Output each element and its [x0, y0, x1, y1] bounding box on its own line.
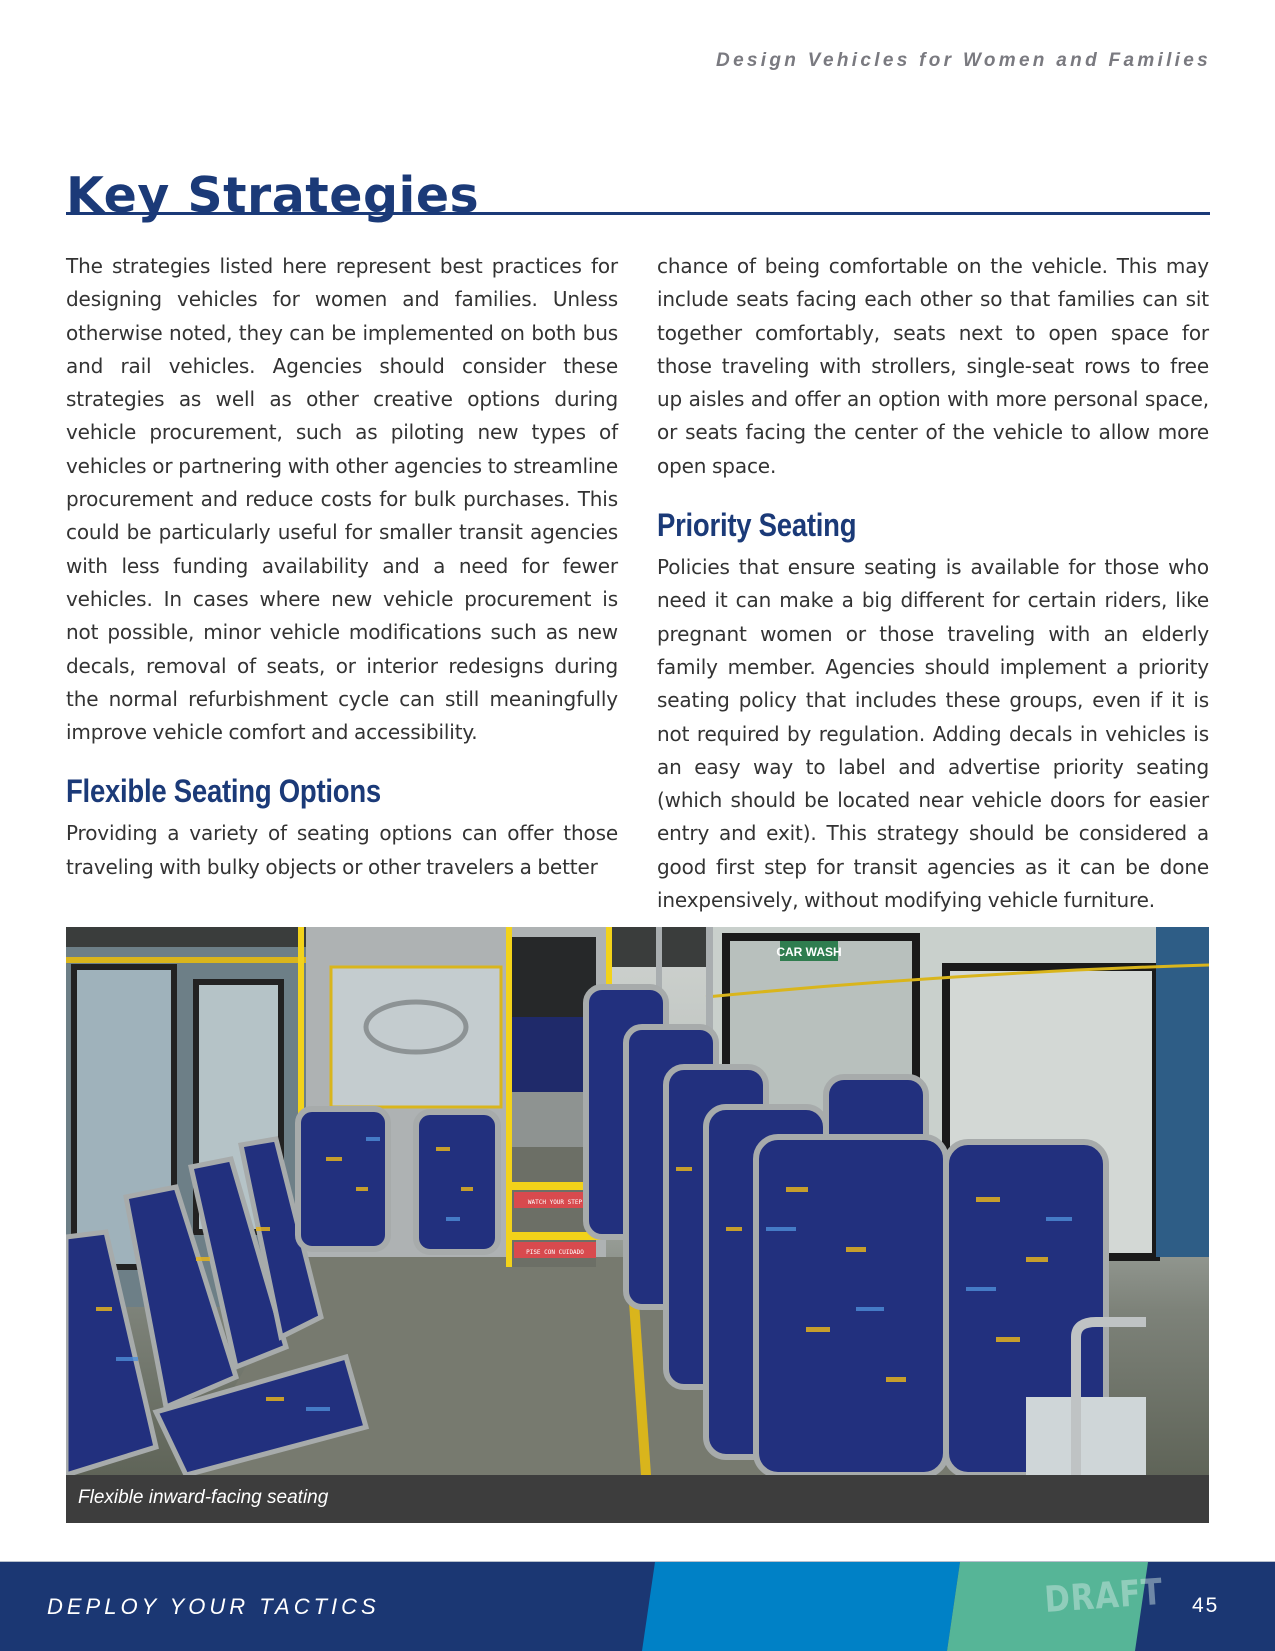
- figure-caption: Flexible inward-facing seating: [78, 1487, 329, 1508]
- flexible-seating-paragraph-continued: chance of being comfortable on the vehicle. This may include seats facing each other so that families can sit together comfortably, seats next to open space for those traveling with strollers, single-seat rows to free up aisles and offer an option with more personal space, or seats facing the center of the vehicle to allow more open space.: [657, 254, 1209, 478]
- page-title: Key Strategies: [66, 167, 480, 224]
- running-header-title: Design Vehicles for Women and Families: [716, 50, 1211, 71]
- draft-watermark: DRAFT: [1043, 1571, 1165, 1621]
- page-footer: [0, 1561, 1275, 1651]
- car-wash-sign-text: CAR WASH: [776, 945, 842, 959]
- section-heading-priority-seating: Priority Seating: [657, 507, 857, 544]
- caption-bar: [66, 1475, 1209, 1523]
- left-column: [66, 250, 618, 884]
- section-heading-flexible-seating: Flexible Seating Options: [66, 773, 381, 810]
- priority-seating-paragraph: Policies that ensure seating is available for those who need it can make a big different for certain riders, like pregnant women or those traveling with an elderly family member. Agencies should implement a priority seating policy that includes these groups, even if it is not required by regulation. Adding decals in vehicles is an easy way to label and advertise priority seating (which should be located near vehicle doors for easier entry and exit). This strategy should be considered a good first step for transit agencies as it can be done inexpensively, without modifying vehicle furniture.: [657, 555, 1209, 913]
- footer-section-label: DEPLOY YOUR TACTICS: [47, 1594, 380, 1619]
- page-number: 45: [1192, 1594, 1220, 1617]
- figure: [66, 927, 1209, 1523]
- right-column: [657, 250, 1209, 917]
- bus-interior-illustration: [66, 927, 1209, 1475]
- bus-interior-photo: [66, 927, 1209, 1475]
- intro-paragraph: The strategies listed here represent best practices for designing vehicles for women and families. Unless otherwise noted, they can be implemented on both bus and rail vehicles. Agencies should consider these strategies as well as other creative options during vehicle procurement, such as piloting new types of vehicles or partnering with other agencies to streamline procurement and reduce costs for bulk purchases. This could be particularly useful for smaller transit agencies with less funding availability and a need for fewer vehicles. In cases where new vehicle procurement is not possible, minor vehicle modifications such as new decals, removal of seats, or interior redesigns during the normal refurbishment cycle can still meaningfully improve vehicle comfort and accessibility.: [66, 254, 618, 745]
- title-rule: [66, 158, 1210, 224]
- step-sign-text: WATCH YOUR STEP: [527, 1199, 583, 1206]
- step-sign-text-es: PISE CON CUIDADO: [526, 1249, 584, 1256]
- flexible-seating-paragraph-start: Providing a variety of seating options can offer those traveling with bulky objects or other travelers a better: [66, 821, 618, 879]
